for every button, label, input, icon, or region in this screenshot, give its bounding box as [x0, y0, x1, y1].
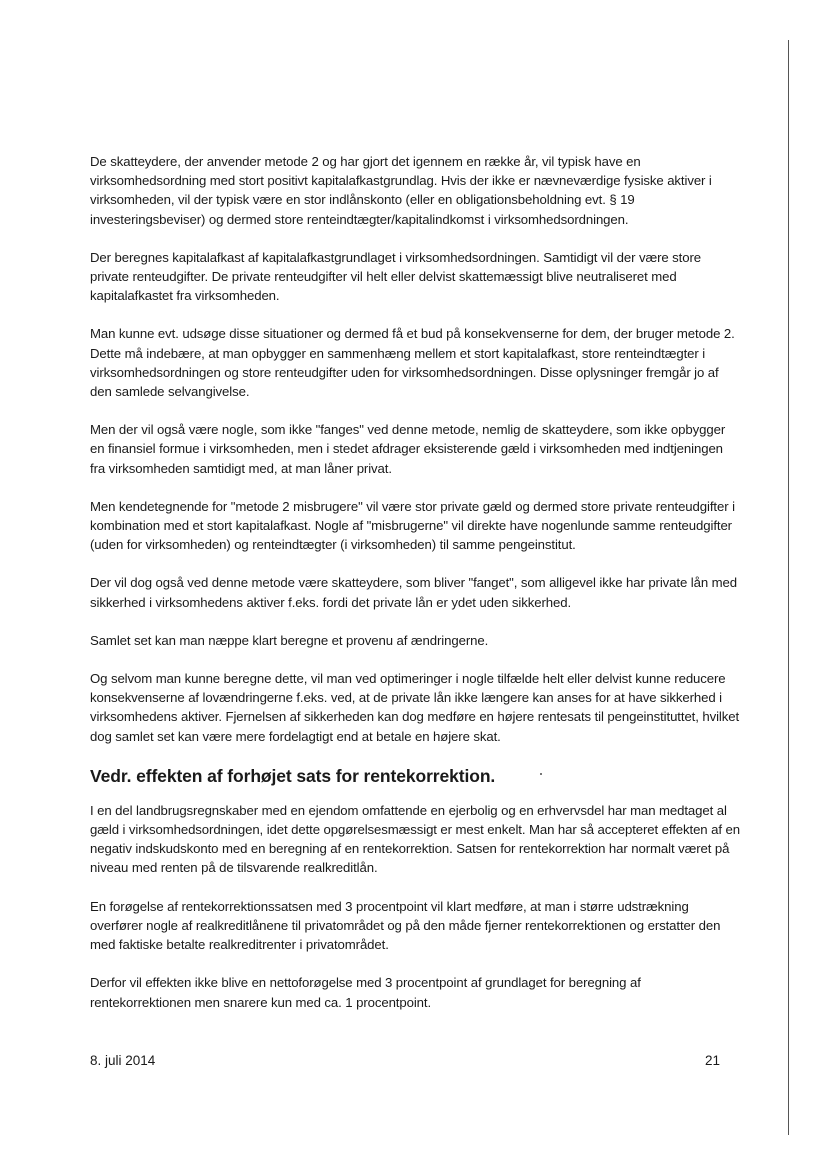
paragraph: Derfor vil effekten ikke blive en nettoforøgelse med 3 procentpoint af grundlaget for beregning af rentekorrektionen men snarere kun med ca. 1 procentpoint. [90, 975, 641, 1010]
paragraph: De skatteydere, der anvender metode 2 og har gjort det igennem en række år, vil typisk have en virksomhedsordning med stort positivt kapitalafkastgrundlag. Hvis der ikke er nævneværdige fysiske aktiver i virksomheden, vil der typisk være en stor indlånskonto (eller en obligationsbeholdning evt. § 19 investeringsbeviser) og dermed store renteindtægter/kapitalindkomst i virksomhedsordningen. [90, 154, 712, 227]
paragraph: Samlet set kan man næppe klart beregne et provenu af ændringerne. [90, 632, 489, 648]
paragraph: Og selvom man kunne beregne dette, vil man ved optimeringer i nogle tilfælde helt eller delvist kunne reducere konsekvenserne af lovændringerne f.eks. ved, at de private lån ikke længere kan anses for at have sikkerhed i virksomhedens aktiver. Fjernelsen af sikkerheden kan dog medføre en højere rentesats til pengeinstituttet, hvilket dog samlet set kan være mere fordelagtigt end at betale en højere skat. [90, 671, 740, 744]
document-body [90, 152, 740, 1031]
paragraph: En forøgelse af rentekorrektionssatsen med 3 procentpoint vil klart medføre, at man i større udstrækning overfører nogle af realkreditlånene til privatområdet og på den måde fjerner rentekorrektionen og erstatter den med faktiske betalte realkreditrenter i privatområdet. [90, 898, 721, 953]
page-edge-line [788, 40, 789, 1135]
paragraph: Men der vil også være nogle, som ikke "fanges" ved denne metode, nemlig de skatteydere, som ikke opbygger en finansiel formue i virksomheden, men i stedet afdrager eksisterende gæld i virksomheden med indtjeningen fra virksomheden samtidigt med, at man låner privat. [90, 422, 726, 476]
paragraph: I en del landbrugsregnskaber med en ejendom omfattende en ejerbolig og en erhvervsdel har man medtaget al gæld i virksomhedsordningen, idet dette opgørelsesmæssigt er mest enkelt. Man har så accepteret effekten af en negativ indskudskonto med en beregning af en rentekorrektion. Satsen for rentekorrektion har normalt været på niveau med renten på de tilsvarende realkreditlån. [90, 802, 740, 876]
paragraph: Man kunne evt. udsøge disse situationer og dermed få et bud på konsekvenserne for dem, der bruger metode 2. Dette må indebære, at man opbygger en sammenhæng mellem et stort kapitalafkast, store renteindtægter i virksomhedsordningen og store renteudgifter uden for virksomhedsordningen. Disse oplysninger fremgår jo af den samlede selvangivelse. [90, 326, 735, 400]
footer-date: 8. juli 2014 [90, 1053, 156, 1068]
paragraph: Men kendetegnende for "metode 2 misbrugere" vil være stor private gæld og dermed store private renteudgifter i kombination med et stort kapitalafkast. Nogle af "misbrugerne" vil direkte have nogenlunde samme renteudgifter (uden for virksomheden) og renteindtægter (i virksomheden) til samme pengeinstitut. [90, 498, 735, 553]
page-number: 21 [704, 1053, 720, 1068]
section-heading: Vedr. effekten af forhøjet sats for rentekorrektion. [90, 765, 496, 786]
paragraph: Der vil dog også ved denne metode være skatteydere, som bliver "fanget", som alligevel ikke har private lån med sikkerhed i virksomhedens aktiver f.eks. fordi det private lån er ydet uden sikkerhed. [90, 575, 737, 610]
paragraph: Der beregnes kapitalafkast af kapitalafkastgrundlaget i virksomhedsordningen. Samtidigt vil der være store private renteudgifter. De private renteudgifter vil helt eller delvist skattemæssigt blive neutraliseret med kapitalafkastet fra virksomheden. [90, 249, 701, 304]
